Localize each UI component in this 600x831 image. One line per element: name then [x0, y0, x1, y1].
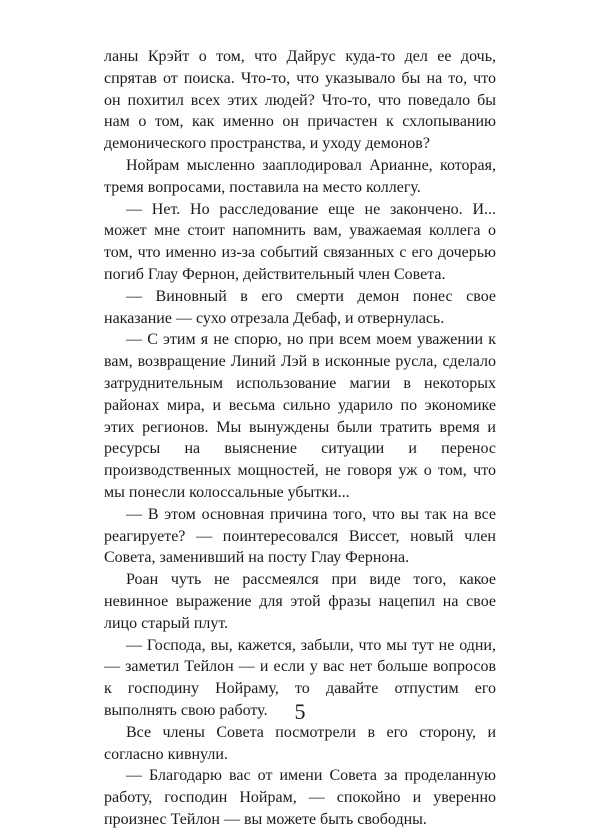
paragraph-continued: ланы Крэйт о том, что Дайрус куда-то дел ее дочь, спрятав от поиска. Что-то, что указывало бы на то, что он похитил всех этих людей? Что-то, что поведало бы нам о том, как именно он причастен к схлопыванию демонического пространства, и уходу демонов? [104, 48, 496, 153]
paragraph: Роан чуть не рассмеялся при виде того, какое невинное выражение для этой фразы нацепил на свое лицо старый плут. [104, 571, 496, 632]
paragraph: Все члены Совета посмотрели в его сторону, и согласно кивнули. [104, 723, 496, 763]
paragraph: — Нет. Но расследование еще не закончено. И... может мне стоит напомнить вам, уважаемая коллега о том, что именно из-за событий связанных с его дочерью погиб Глау Фернон, действительный член Совета. [104, 200, 496, 283]
paragraph: Нойрам мысленно зааплодировал Арианне, которая, тремя вопросами, поставила на место коллегу. [104, 156, 496, 196]
paragraph: — В этом основная причина того, что вы так на все реагируете? — поинтересовался Виссет, новый член Совета, заменивший на посту Глау Фернона. [104, 505, 496, 567]
paragraph: — С этим я не спорю, но при всем моем уважении к вам, возвращение Линий Лэй в исконные русла, сделало затруднительным использование магии в некоторых районах мира, и весьма сильно ударило по экономике этих регионов. Мы вынуждены были тратить время и ресурсы на выяснение ситуации и перенос производственных мощностей, не говоря уж о том, что мы понесли колоссальные убытки... [104, 331, 496, 501]
paragraph: — Благодарю вас от имени Совета за проделанную работу, господин Нойрам, — спокойно и уверенно произнес Тейлон — вы можете быть свободны. [104, 767, 496, 828]
page-number: 5 [294, 699, 306, 724]
paragraph: — Виновный в его смерти демон понес свое наказание — сухо отрезала Дебаф, и отвернулась. [104, 287, 496, 327]
paragraph: — Господа, вы, кажется, забыли, что мы тут не одни, — заметил Тейлон — и если у вас нет больше вопросов к господину Нойраму, то давайте отпустим его выполнять свою работу. [104, 636, 496, 719]
